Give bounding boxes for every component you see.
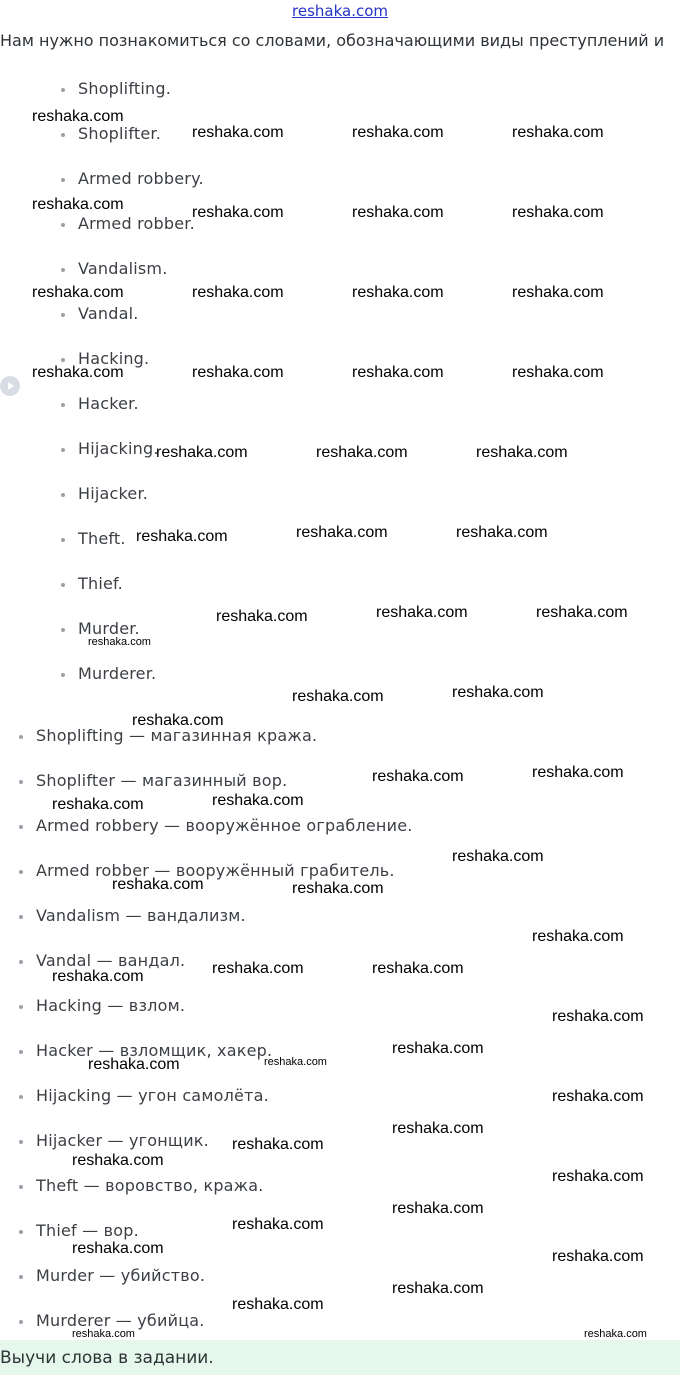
watermark-text: reshaka.com <box>552 1168 644 1185</box>
watermark-text: reshaka.com <box>372 960 464 977</box>
watermark-text: reshaka.com <box>232 1136 324 1153</box>
watermark-text: reshaka.com <box>132 712 224 729</box>
watermark-text: reshaka.com <box>584 1328 647 1340</box>
watermark-text: reshaka.com <box>392 1200 484 1217</box>
footer-text: Выучи слова в задании. <box>0 1348 214 1368</box>
watermark-text: reshaka.com <box>52 968 144 985</box>
english-word-item-text: Hacking. <box>78 349 150 368</box>
translation-item-text: Hijacker — угонщик. <box>36 1131 209 1150</box>
watermark-text: reshaka.com <box>32 364 124 381</box>
english-word-item-text: Armed robbery. <box>78 169 204 188</box>
watermark-text: reshaka.com <box>112 876 204 893</box>
watermark-text: reshaka.com <box>192 124 284 141</box>
watermark-text: reshaka.com <box>72 1328 135 1340</box>
watermark-text: reshaka.com <box>212 960 304 977</box>
watermark-text: reshaka.com <box>156 444 248 461</box>
watermark-text: reshaka.com <box>88 1056 180 1073</box>
watermark-text: reshaka.com <box>456 524 548 541</box>
english-word-item-text: Hacker. <box>78 394 139 413</box>
watermark-text: reshaka.com <box>352 204 444 221</box>
watermark-text: reshaka.com <box>532 928 624 945</box>
translation-item-text: Shoplifting — магазинная кража. <box>36 726 318 745</box>
watermark-text: reshaka.com <box>32 108 124 125</box>
watermark-text: reshaka.com <box>316 444 408 461</box>
watermark-text: reshaka.com <box>136 528 228 545</box>
english-word-item-text: Thief. <box>78 574 123 593</box>
translation-item-text: Shoplifter — магазинный вор. <box>36 771 288 790</box>
watermark-text: reshaka.com <box>264 1056 327 1068</box>
watermark-text: reshaka.com <box>392 1040 484 1057</box>
english-word-item-text: Shoplifter. <box>78 124 161 143</box>
watermark-text: reshaka.com <box>352 364 444 381</box>
english-word-item-text: Hijacking. <box>78 439 159 458</box>
intro-text: Нам нужно познакомиться со словами, обозначающими виды преступлений и <box>0 31 665 50</box>
english-word-item-text: Murderer. <box>78 664 157 683</box>
watermark-text: reshaka.com <box>296 524 388 541</box>
site-link[interactable]: reshaka.com <box>292 2 388 20</box>
watermark-text: reshaka.com <box>52 796 144 813</box>
watermark-text: reshaka.com <box>72 1240 164 1257</box>
watermark-text: reshaka.com <box>192 364 284 381</box>
translation-item-text: Hijacking — угон самолёта. <box>36 1086 269 1105</box>
english-word-item-text: Murder. <box>78 619 140 638</box>
translation-item-text: Armed robbery — вооружённое ограбление. <box>36 816 413 835</box>
watermark-text: reshaka.com <box>352 284 444 301</box>
translation-item-text: Thief — вор. <box>36 1221 139 1240</box>
watermark-text: reshaka.com <box>192 284 284 301</box>
watermark-text: reshaka.com <box>392 1120 484 1137</box>
watermark-text: reshaka.com <box>452 684 544 701</box>
watermark-text: reshaka.com <box>232 1216 324 1233</box>
watermark-text: reshaka.com <box>88 636 151 648</box>
watermark-text: reshaka.com <box>192 204 284 221</box>
watermark-text: reshaka.com <box>512 124 604 141</box>
watermark-text: reshaka.com <box>212 792 304 809</box>
english-word-item-text: Armed robber. <box>78 214 195 233</box>
watermark-text: reshaka.com <box>532 764 624 781</box>
watermark-text: reshaka.com <box>512 284 604 301</box>
english-word-item-text: Theft. <box>78 529 126 548</box>
watermark-text: reshaka.com <box>552 1088 644 1105</box>
translation-item-text: Theft — воровство, кража. <box>36 1176 264 1195</box>
watermark-text: reshaka.com <box>552 1248 644 1265</box>
english-word-item-text: Hijacker. <box>78 484 149 503</box>
translation-item-text: Murder — убийство. <box>36 1266 206 1285</box>
translation-item-text: Hacker — взломщик, хакер. <box>36 1041 273 1060</box>
watermark-text: reshaka.com <box>476 444 568 461</box>
watermark-text: reshaka.com <box>216 608 308 625</box>
watermark-text: reshaka.com <box>32 284 124 301</box>
english-word-item-text: Vandalism. <box>78 259 168 278</box>
watermark-text: reshaka.com <box>536 604 628 621</box>
watermark-text: reshaka.com <box>552 1008 644 1025</box>
watermark-text: reshaka.com <box>512 204 604 221</box>
translation-item-text: Armed robber — вооружённый грабитель. <box>36 861 395 880</box>
english-word-item-text: Shoplifting. <box>78 79 171 98</box>
translation-item-text: Murderer — убийца. <box>36 1311 205 1330</box>
watermark-text: reshaka.com <box>72 1152 164 1169</box>
translation-item-text: Vandalism — вандализм. <box>36 906 246 925</box>
watermark-text: reshaka.com <box>292 688 384 705</box>
watermark-text: reshaka.com <box>452 848 544 865</box>
watermark-text: reshaka.com <box>352 124 444 141</box>
watermark-text: reshaka.com <box>512 364 604 381</box>
english-word-item-text: Vandal. <box>78 304 139 323</box>
watermark-text: reshaka.com <box>32 196 124 213</box>
translation-item-text: Vandal — вандал. <box>36 951 186 970</box>
watermark-text: reshaka.com <box>232 1296 324 1313</box>
translation-item-text: Hacking — взлом. <box>36 996 186 1015</box>
watermark-text: reshaka.com <box>372 768 464 785</box>
watermark-text: reshaka.com <box>392 1280 484 1297</box>
watermark-text: reshaka.com <box>292 880 384 897</box>
watermark-text: reshaka.com <box>376 604 468 621</box>
task-footer <box>0 1340 680 1375</box>
